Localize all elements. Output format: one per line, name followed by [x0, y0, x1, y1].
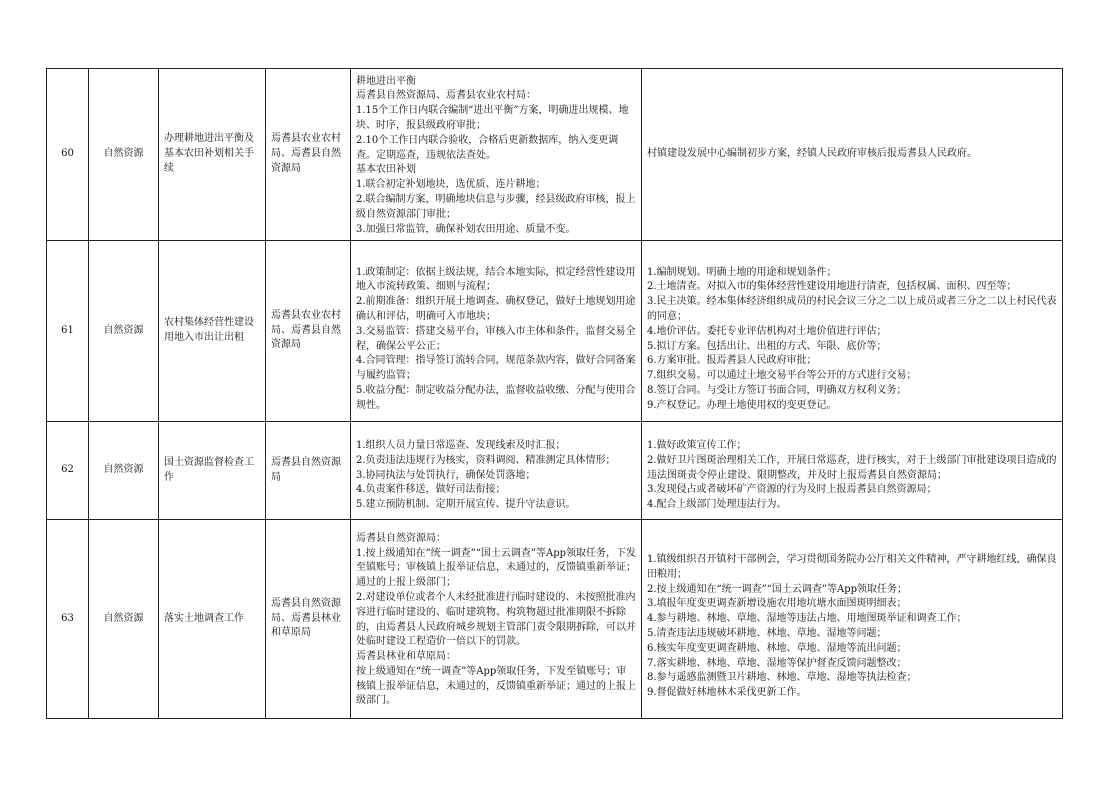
basis-line: 4.负责案件移送，做好司法衔接；: [356, 484, 506, 496]
basis-line: 2.负责违法违规行为核实，资料调阅、精准测定具体情形；: [356, 454, 616, 466]
item-cell: 办理耕地进出平衡及基本农田补划相关手续: [159, 69, 266, 241]
basis-line: 1.组织人员力量日常巡查、发现线索及时汇报；: [356, 440, 566, 451]
responsibility-line: 3.填报年度变更调查新增设施农用地坑塘水面图斑明细表；: [647, 598, 907, 610]
responsibility-line: 4.地价评估。委托专业评估机构对土地价值进行评估；: [647, 325, 887, 337]
table-row: [47, 520, 1063, 719]
basis-line: 耕地进出平衡: [356, 75, 416, 87]
responsibility-line: 2.做好卫片图斑治理相关工作，开展日常巡查，进行核实，对于上级部门审批建设项目造成的违法图斑责令停止建设、限期整改，并及时上报焉耆县自然资源局；: [647, 454, 1057, 481]
basis-line: 4.合同管理：指导签订流转合同，规范条款内容，做好合同备案与履约监管；: [356, 355, 636, 382]
basis-cell: [351, 241, 642, 422]
responsibility-line: 8.参与遥感监测暨卫片耕地、林地、草地、湿地等执法检查；: [647, 672, 917, 684]
item-cell: 农村集体经营性建设用地入市出让出租: [159, 241, 266, 422]
basis-line: 3.加强日常监管，确保补划农田用途、质量不变。: [356, 223, 576, 235]
department-cell: 焉耆县农业农村局、焉耆县自然资源局: [266, 69, 351, 241]
responsibility-line: 1.做好政策宣传工作；: [647, 440, 747, 451]
table-row: [47, 241, 1063, 422]
responsibility-line: 村镇建设发展中心编制初步方案，经镇人民政府审核后报焉耆县人民政府。: [647, 148, 977, 160]
basis-line: 焉耆县自然资源局：: [356, 532, 446, 544]
basis-line: 焉耆县林业和草原局：: [356, 651, 456, 663]
basis-line: 2.联合编制方案，明确地块信息与步骤，经县级政府审核，报上级自然资源部门审批；: [356, 193, 636, 220]
table-row: [47, 69, 1063, 241]
basis-line: 5.建立预防机制、定期开展宣传、提升守法意识。: [356, 499, 576, 511]
row-number: 60: [47, 69, 89, 241]
duties-table-body: [47, 69, 1063, 719]
category-cell: 自然资源: [89, 520, 159, 719]
responsibility-line: 1.编制规划。明确土地的用途和规划条件；: [647, 266, 837, 278]
basis-line: 3.交易监管：搭建交易平台，审核入市主体和条件，监督交易全程，确保公平公正；: [356, 325, 636, 352]
responsibility-line: 4.参与耕地、林地、草地、湿地等违法占地、用地图斑举证和调查工作；: [647, 613, 967, 625]
row-number: 62: [47, 422, 89, 520]
basis-line: 基本农田补划: [356, 164, 416, 176]
duties-table: [46, 68, 1063, 719]
responsibility-line: 3.民主决策。经本集体经济组织成员的村民会议三分之二以上成员或者三分之二以上村民代表的同意；: [647, 296, 1057, 322]
responsibility-line: 3.发现侵占或者破坏矿产资源的行为及时上报焉耆县自然资源局；: [647, 484, 937, 496]
responsibility-line: 6.核实年度变更调查耕地、林地、草地、湿地等流出问题；: [647, 642, 907, 654]
responsibility-cell: [642, 69, 1063, 241]
item-cell: 国土资源监督检查工作: [159, 422, 266, 520]
row-number: 61: [47, 241, 89, 422]
basis-line: 焉耆县自然资源局、焉耆县农业农村局：: [356, 90, 536, 102]
item-cell: 落实土地调查工作: [159, 520, 266, 719]
table-row: [47, 422, 1063, 520]
responsibility-line: 5.清查违法违规破坏耕地、林地、草地、湿地等问题；: [647, 628, 887, 639]
basis-line: 2.前期准备：组织开展土地调查、确权登记，做好土地规划用途确认和评估，明确可入市地块；: [356, 296, 636, 322]
responsibility-line: 8.签订合同。与受让方签订书面合同，明确双方权利义务；: [647, 384, 907, 396]
responsibility-line: 5.拟订方案。包括出让、出租的方式、年限、底价等；: [647, 340, 887, 352]
department-cell: 焉耆县自然资源局: [266, 422, 351, 520]
responsibility-line: 2.按上级通知在“统一调查”“国土云调查”等App领取任务；: [647, 583, 908, 595]
basis-line: 按上级通知在“统一调查”等App领取任务，下发至镇账号；审核镇上报举证信息，未通过的，反馈镇重新举证；通过的上报上级部门。: [356, 665, 636, 707]
responsibility-cell: [642, 520, 1063, 719]
responsibility-line: 2.土地清查。对拟入市的集体经营性建设用地进行清查，包括权属、面积、四至等；: [647, 281, 1017, 293]
responsibility-cell: [642, 422, 1063, 520]
basis-line: 1.按上级通知在“统一调查”“国土云调查”等App领取任务，下发至镇账号；审核镇上报举证信息，未通过的，反馈镇重新举证；通过的上报上级部门；: [356, 547, 637, 589]
department-cell: 焉耆县农业农村局、焉耆县自然资源局: [266, 241, 351, 422]
basis-line: 1.联合初定补划地块，选优质、连片耕地；: [356, 179, 546, 191]
category-cell: 自然资源: [89, 69, 159, 241]
responsibility-line: 9.产权登记。办理土地使用权的变更登记。: [647, 399, 837, 411]
responsibility-line: 6.方案审批。报焉耆县人民政府审批；: [647, 355, 817, 367]
responsibility-line: 7.组织交易。可以通过土地交易平台等公开的方式进行交易；: [647, 370, 917, 382]
basis-line: 5.收益分配：制定收益分配办法，监督收益收缴、分配与使用合规性。: [356, 384, 636, 411]
row-number: 63: [47, 520, 89, 719]
basis-cell: [351, 520, 642, 719]
basis-line: 2.对建设单位或者个人未经批准进行临时建设的、未按照批准内容进行临时建设的、临时建筑物、构筑物超过批准期限不拆除的，由焉耆县人民政府城乡规划主管部门责令限期拆除，可以并处临时建设工程造价一倍以下的罚款。: [356, 591, 636, 648]
category-cell: 自然资源: [89, 241, 159, 422]
basis-line: 3.协同执法与处罚执行，确保处罚落地；: [356, 469, 536, 481]
responsibility-line: 9.督促做好林地林木采伐更新工作。: [647, 687, 807, 699]
category-cell: 自然资源: [89, 422, 159, 520]
basis-cell: [351, 422, 642, 520]
basis-cell: [351, 69, 642, 241]
responsibility-line: 1.镇级组织召开镇村干部例会，学习贯彻国务院办公厅相关文件精神，严守耕地红线，确保良田粮用；: [647, 554, 1057, 580]
basis-line: 1.政策制定：依据上级法规，结合本地实际，拟定经营性建设用地入市流转政策、细则与流程；: [356, 266, 636, 293]
responsibility-line: 7.落实耕地、林地、草地、湿地等保护督查反馈问题整改；: [647, 657, 907, 669]
responsibility-cell: [642, 241, 1063, 422]
basis-line: 1.15个工作日内联合编制“进出平衡”方案，明确进出规模、地块、时序，报县级政府审批；: [356, 105, 629, 131]
basis-line: 2.10个工作日内联合验收，合格后更新数据库，纳入变更调查。定期巡查，违规依法查处。: [356, 134, 619, 161]
responsibility-line: 4.配合上级部门处理违法行为。: [647, 499, 787, 511]
department-cell: 焉耆县自然资源局、焉耆县林业和草原局: [266, 520, 351, 719]
